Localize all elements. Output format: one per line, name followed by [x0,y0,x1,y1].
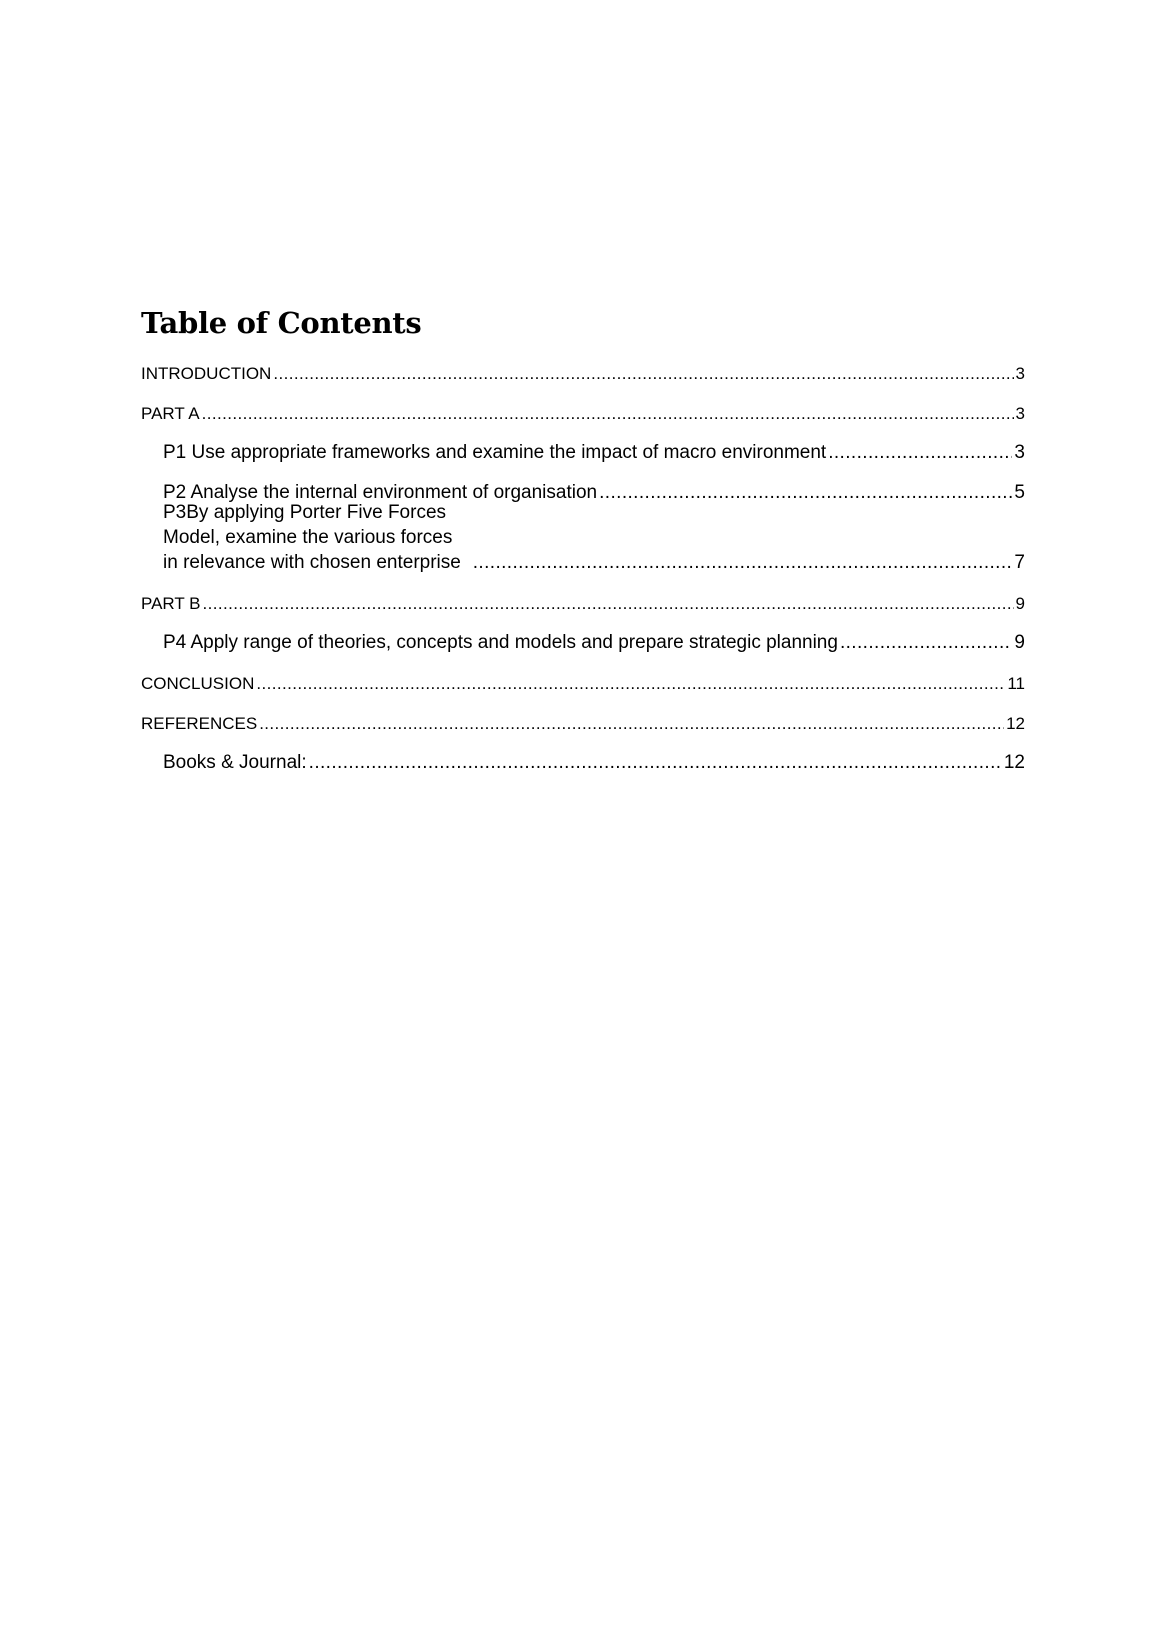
toc-page-number: 3 [1015,404,1025,423]
toc-entry-part-a[interactable] [141,385,1025,425]
toc-page-number: 3 [1015,364,1025,383]
document-page [141,305,1025,775]
toc-entry-p3[interactable] [141,502,1025,575]
toc-entry-introduction[interactable] [141,345,1025,385]
toc-entry-text: REFERENCES [141,714,258,733]
toc-page-number: 12 [1003,752,1025,773]
toc-entry-text: P2 Analyse the internal environment of organisation [163,482,598,503]
toc-title: Table of Contents [141,306,422,340]
toc-entry-text: P4 Apply range of theories, concepts and models and prepare strategic planning [163,632,838,653]
toc-dot-leader [840,630,1012,655]
toc-dot-leader [828,440,1012,465]
toc-dot-leader [202,403,1014,425]
toc-entry-conclusion[interactable] [141,655,1025,695]
toc-entry-text: PART B [141,594,201,613]
toc-dot-leader [203,593,1014,615]
toc-entry-text: P3By applying Porter Five Forces Model, examine the various forces in relevance with chosen enterprise [163,502,461,573]
toc-entry-text: CONCLUSION [141,674,255,693]
toc-entry-p2[interactable] [141,465,1025,505]
toc-page-number: 9 [1014,632,1025,653]
toc-page-number: 12 [1006,714,1025,733]
toc-entry-p1[interactable] [141,425,1025,465]
toc-dot-leader [259,713,1004,735]
toc-entry-text: P1 Use appropriate frameworks and examine the impact of macro environment [163,442,827,463]
toc-list [141,345,1025,775]
toc-dot-leader [599,480,1012,505]
toc-dot-leader [273,363,1013,385]
toc-page-number: 5 [1014,482,1025,503]
toc-dot-leader [473,550,1013,575]
toc-entry-text: Books & Journal: [163,752,307,773]
toc-page-number: 11 [1007,674,1025,693]
toc-entry-books-journal[interactable] [141,735,1025,775]
toc-dot-leader [309,750,1002,775]
toc-dot-leader [256,673,1005,695]
toc-page-number: 3 [1014,442,1025,463]
toc-page-number: 7 [1014,552,1025,573]
toc-entry-part-b[interactable] [141,575,1025,615]
toc-entry-text: PART A [141,404,200,423]
toc-page-number: 9 [1015,594,1025,613]
toc-entry-references[interactable] [141,695,1025,735]
toc-entry-text: INTRODUCTION [141,364,272,383]
toc-entry-p4[interactable] [141,615,1025,655]
